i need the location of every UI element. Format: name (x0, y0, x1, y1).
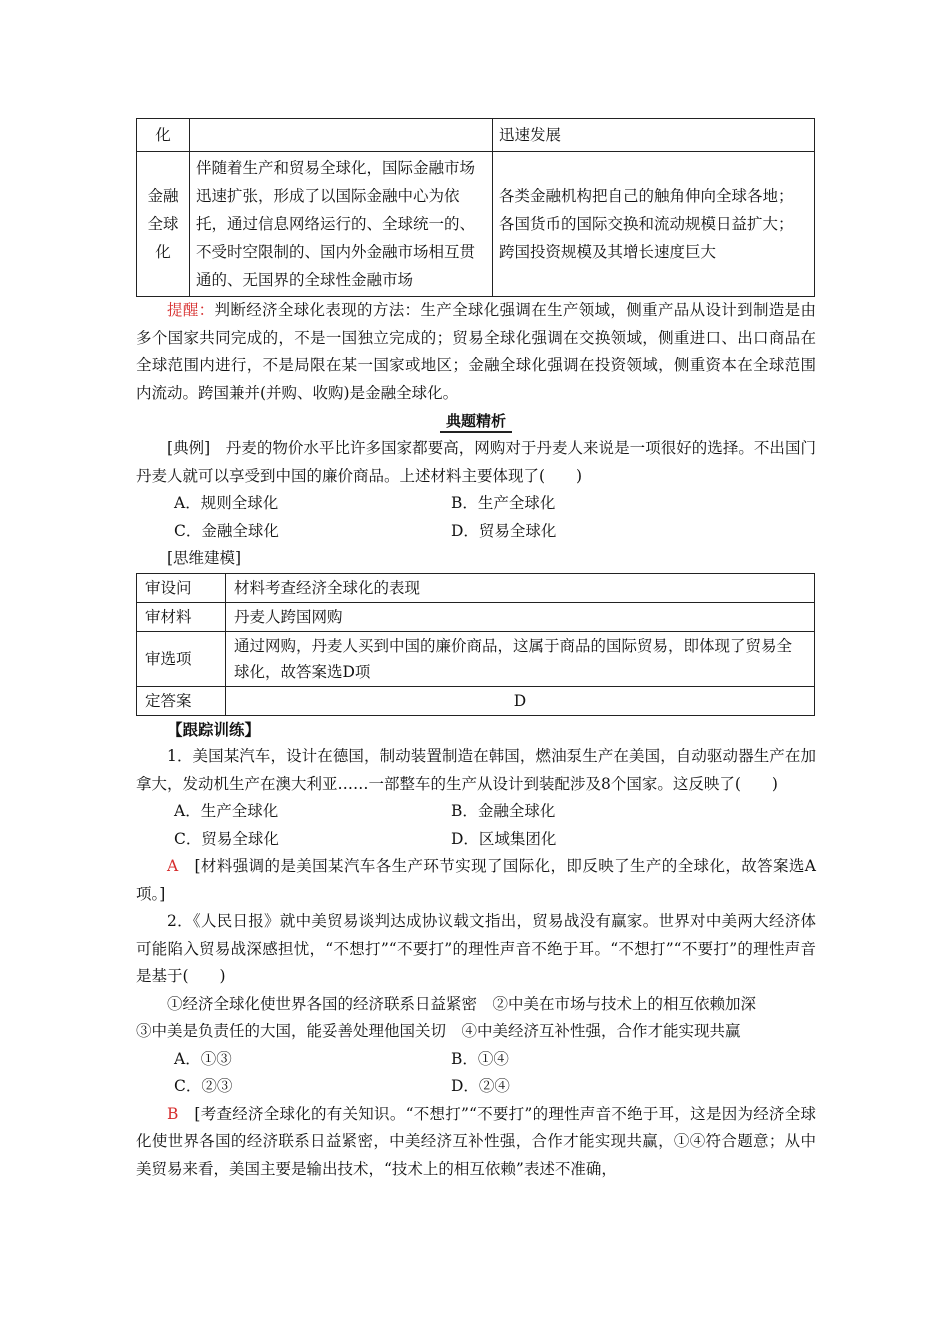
table-row (137, 573, 815, 602)
answer-letter: A (167, 857, 179, 875)
option: C．②③ (174, 1077, 233, 1095)
option: B．①④ (451, 1049, 509, 1068)
option: C．金融全球化 (174, 521, 279, 540)
statements-line: ①经济全球化使世界各国的经济联系日益紧密 ②中美在市场与技术上的相互依赖加深 (167, 994, 757, 1013)
answer-2 (136, 1101, 816, 1184)
option-row (136, 490, 816, 518)
document-page (136, 118, 816, 1183)
table-cell: 各类金融机构把自己的触角伸向全球各地；各国货币的国际交换和流动规模日益扩大；跨国投资规模及其增长速度巨大 (493, 152, 815, 297)
question-2: 2．《人民日报》就中美贸易谈判达成协议载文指出，贸易战没有赢家。世界对中美两大经济体可能陷入贸易战深感担忧，“不想打”“不要打”的理性声音不绝于耳。“不想打”“不要打”的理性声音是基于( ) (136, 912, 816, 985)
training-label: 【跟踪训练】 (167, 719, 261, 739)
option: D．贸易全球化 (451, 521, 557, 540)
row-label (137, 152, 190, 297)
option: B．金融全球化 (451, 802, 556, 820)
tip-paragraph (136, 297, 816, 407)
table-row (137, 631, 815, 686)
option: D．区域集团化 (451, 829, 557, 848)
tip-label: 提醒： (167, 301, 215, 319)
globalization-table (136, 118, 815, 297)
table-cell: 迅速发展 (493, 119, 815, 152)
option: A．生产全球化 (174, 802, 279, 820)
option: B．生产全球化 (451, 494, 556, 512)
tip-text: 判断经济全球化表现的方法：生产全球化强调在生产领域，侧重产品从设计到制造是由多个国家共同完成的，不是一国独立完成的；贸易全球化强调在交换领域，侧重进口、出口商品在全球范围内进行，不是局限在某一国家或地区；金融全球化强调在投资领域，侧重资本在全球范围内流动。跨国兼并(并购、收购)是金融全球化。 (136, 301, 816, 402)
table-key: 审选项 (137, 631, 226, 686)
option-row (136, 1046, 816, 1074)
table-value: 通过网购，丹麦人买到中国的廉价商品，这属于商品的国际贸易，即体现了贸易全球化，故答案选D项 (226, 631, 815, 686)
row-label-line: 化 (155, 243, 171, 261)
table-key: 审设问 (137, 573, 226, 602)
table-cell: 伴随着生产和贸易全球化，国际金融市场迅速扩张，形成了以国际金融中心为依托，通过信息网络运行的、全球统一的、不受时空限制的、国内外金融市场相互贯通的、无国界的全球性金融市场 (190, 152, 493, 297)
model-label: [思维建模] (167, 549, 242, 567)
option-row (136, 798, 816, 826)
answer-explanation: [材料强调的是美国某汽车各生产环节实现了国际化，即反映了生产的全球化，故答案选A项。] (136, 857, 816, 903)
option-row (136, 826, 816, 854)
option-row (136, 518, 816, 546)
question-1: 1．美国某汽车，设计在德国，制动装置制造在韩国，燃油泵生产在美国，自动驱动器生产在加拿大，发动机生产在澳大利亚……一部整车的生产从设计到装配涉及8个国家。这反映了( ) (136, 747, 816, 793)
row-label-line: 金融 (147, 187, 179, 205)
answer-1 (136, 853, 816, 908)
option: C．贸易全球化 (174, 829, 279, 848)
table-row (137, 686, 815, 715)
table-cell (190, 119, 493, 152)
example-question: [典例] 丹麦的物价水平比许多国家都要高，网购对于丹麦人来说是一项很好的选择。不出国门丹麦人就可以享受到中国的廉价商品。上述材料主要体现了( ) (136, 439, 816, 485)
table-key: 定答案 (137, 686, 226, 715)
table-value: D (226, 686, 815, 715)
option: D．②④ (451, 1077, 510, 1095)
answer-explanation: [考查经济全球化的有关知识。“不想打”“不要打”的理性声音不绝于耳，这是因为经济全球化使世界各国的经济联系日益紧密，中美经济互补性强，合作才能实现共赢，①④符合题意；从中美贸易来看，美国主要是输出技术，“技术上的相互依赖”表述不准确， (136, 1104, 816, 1178)
table-row (137, 119, 815, 152)
table-row (137, 152, 815, 297)
table-value: 丹麦人跨国网购 (226, 602, 815, 631)
option-row (136, 1073, 816, 1101)
answer-letter: B (167, 1104, 179, 1123)
statements-line: ③中美是负责任的大国，能妥善处理他国关切 ④中美经济互补性强，合作才能实现共赢 (136, 1022, 741, 1040)
section-header (136, 411, 816, 433)
thinking-model-table (136, 573, 815, 716)
option: A．规则全球化 (174, 494, 279, 512)
row-label-line: 全球 (147, 215, 179, 233)
table-value: 材料考查经济全球化的表现 (226, 573, 815, 602)
option: A．①③ (174, 1049, 232, 1068)
table-row (137, 602, 815, 631)
section-title: 典题精析 (440, 411, 512, 433)
row-label: 化 (137, 119, 190, 152)
table-key: 审材料 (137, 602, 226, 631)
